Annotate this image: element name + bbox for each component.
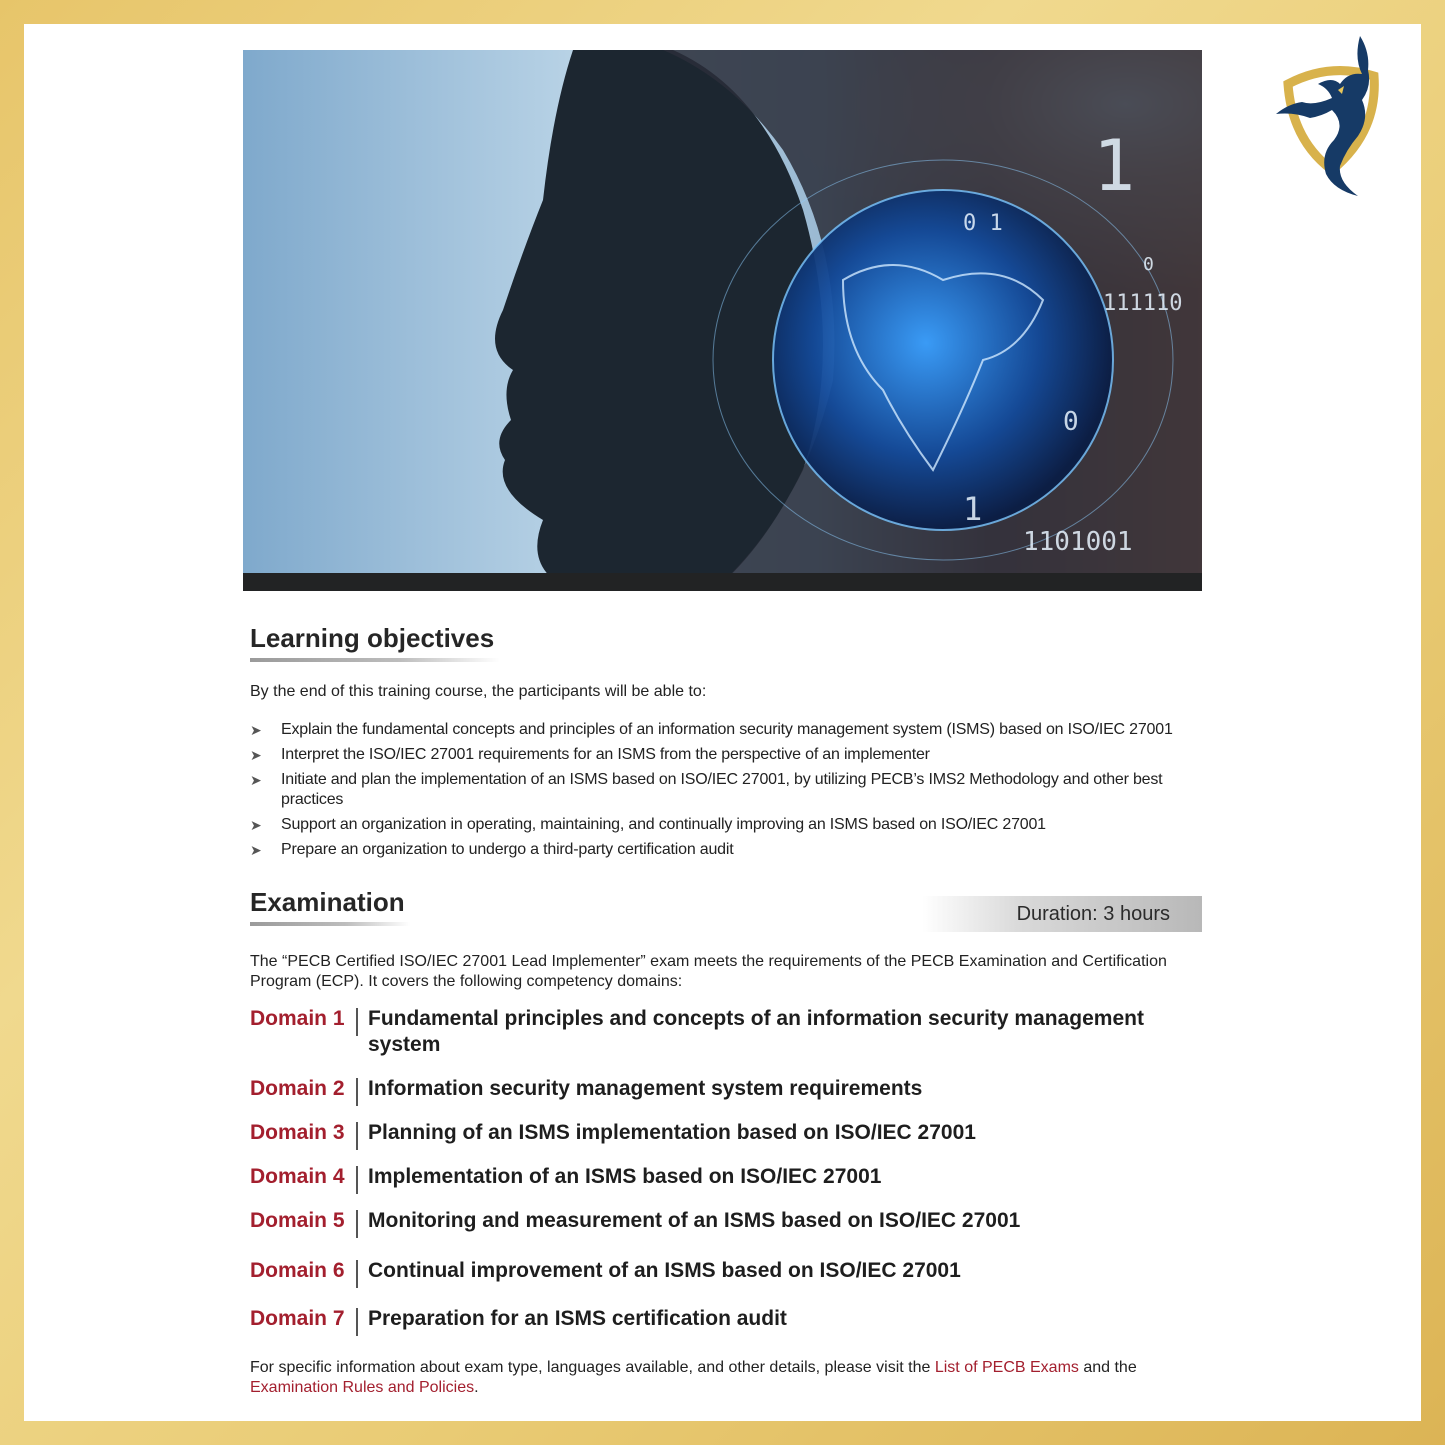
list-item: ➤ Interpret the ISO/IEC 27001 requirements for an ISMS from the perspective of an implementer bbox=[250, 746, 930, 763]
exam-footer-note: For specific information about exam type, languages available, and other details, please visit the List of PECB Exams and the Examination Rules and Policies. bbox=[250, 1359, 1137, 1396]
hero-bottom-bar bbox=[243, 573, 1202, 591]
content bbox=[250, 622, 1202, 1398]
arrow-icon: ➤ bbox=[250, 772, 262, 788]
domain-text: Planning of an ISMS implementation based on ISO/IEC 27001 bbox=[368, 1121, 976, 1144]
list-item: ➤ Initiate and plan the implementation of an ISMS based on ISO/IEC 27001, by utilizing PECB’s IMS2 Methodology and other best practices bbox=[250, 771, 1163, 808]
objectives-list bbox=[250, 720, 1202, 860]
domain-label: Domain 4 bbox=[250, 1165, 345, 1188]
svg-text:0: 0 bbox=[1143, 254, 1154, 275]
domain-row bbox=[250, 1258, 1202, 1288]
domain-row bbox=[250, 1076, 1202, 1106]
arrow-icon: ➤ bbox=[250, 817, 262, 833]
domain-row bbox=[250, 1006, 1202, 1058]
domain-text: Preparation for an ISMS certification audit bbox=[368, 1307, 787, 1330]
list-item: ➤ Support an organization in operating, maintaining, and continually improving an ISMS based on ISO/IEC 27001 bbox=[250, 816, 1046, 833]
domain-text: Implementation of an ISMS based on ISO/IEC 27001 bbox=[368, 1165, 882, 1188]
domain-text: Fundamental principles and concepts of an information security management system bbox=[368, 1007, 1144, 1056]
domain-separator bbox=[356, 1122, 368, 1150]
examination-heading: Examination bbox=[250, 886, 405, 926]
arrow-icon: ➤ bbox=[250, 842, 262, 858]
domain-text: Monitoring and measurement of an ISMS based on ISO/IEC 27001 bbox=[368, 1209, 1021, 1232]
arrow-icon: ➤ bbox=[250, 722, 262, 738]
list-item: ➤ Explain the fundamental concepts and principles of an information security management system (ISMS) based on ISO/IEC 27001 bbox=[250, 721, 1173, 738]
svg-text:0: 0 bbox=[1063, 407, 1079, 437]
svg-text:111110: 111110 bbox=[1103, 291, 1183, 316]
learning-intro: By the end of this training course, the participants will be able to: bbox=[250, 683, 707, 700]
domain-separator bbox=[356, 1078, 368, 1106]
svg-text:1: 1 bbox=[963, 490, 983, 528]
svg-text:0 1: 0 1 bbox=[963, 211, 1003, 236]
list-item: ➤ Prepare an organization to undergo a third-party certification audit bbox=[250, 841, 734, 858]
pecb-exams-link[interactable]: List of PECB Exams bbox=[934, 1359, 1079, 1376]
examination-header bbox=[250, 886, 1202, 930]
domain-row bbox=[250, 1306, 1202, 1336]
domain-row bbox=[250, 1208, 1202, 1238]
hero-image bbox=[243, 50, 1202, 591]
domain-label: Domain 3 bbox=[250, 1121, 345, 1144]
learning-objectives-heading: Learning objectives bbox=[250, 622, 494, 662]
svg-text:1: 1 bbox=[1093, 125, 1136, 207]
domain-separator bbox=[356, 1210, 368, 1238]
domain-label: Domain 1 bbox=[250, 1007, 345, 1030]
domain-separator bbox=[356, 1260, 368, 1288]
domain-label: Domain 6 bbox=[250, 1259, 345, 1282]
duration-badge: Duration: 3 hours bbox=[922, 896, 1202, 932]
domain-text: Continual improvement of an ISMS based on ISO/IEC 27001 bbox=[368, 1259, 961, 1282]
domain-row bbox=[250, 1164, 1202, 1194]
arrow-icon: ➤ bbox=[250, 747, 262, 763]
domain-row bbox=[250, 1120, 1202, 1150]
domain-separator bbox=[356, 1166, 368, 1194]
domain-label: Domain 2 bbox=[250, 1077, 345, 1100]
exam-rules-link[interactable]: Examination Rules and Policies bbox=[250, 1379, 475, 1396]
domain-label: Domain 5 bbox=[250, 1209, 345, 1232]
domain-separator bbox=[356, 1008, 368, 1036]
exam-description: The “PECB Certified ISO/IEC 27001 Lead Implementer” exam meets the requirements of the PECB Examination and Certification Program (ECP). It covers the following competency domains: bbox=[250, 953, 1167, 990]
domain-text: Information security management system requirements bbox=[368, 1077, 923, 1100]
svg-text:1101001: 1101001 bbox=[1023, 527, 1133, 557]
domain-separator bbox=[356, 1308, 368, 1336]
dragon-shield-logo bbox=[1274, 32, 1386, 200]
page bbox=[24, 24, 1421, 1421]
domain-label: Domain 7 bbox=[250, 1307, 345, 1330]
